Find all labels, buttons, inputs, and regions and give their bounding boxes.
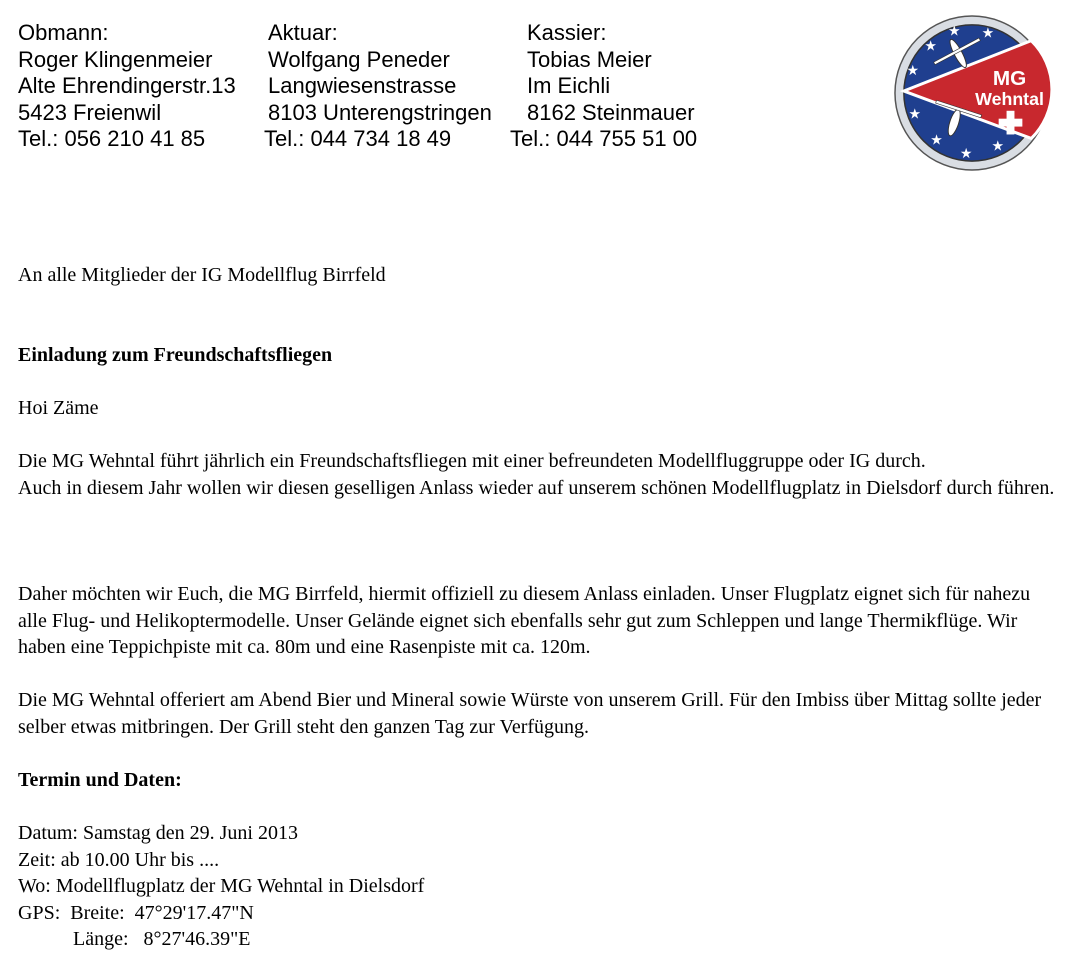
letter-subject: [18, 342, 1058, 369]
obmann-city: 5423 Freienwil: [18, 99, 162, 125]
aktuar-name: Wolfgang Peneder: [268, 46, 450, 72]
section-title: [18, 767, 1058, 794]
event-location: Wo: Modellflugplatz der MG Wehntal in Dielsdorf: [18, 875, 425, 897]
kassier-contact: [510, 20, 698, 153]
star-icon: ★: [948, 23, 961, 39]
paragraph-1-line-1: Die MG Wehntal führt jährlich ein Freundschaftsfliegen mit einer befreundeten Modellfluggruppe oder IG durch.: [18, 450, 926, 472]
obmann-title: Obmann:: [18, 20, 109, 45]
mg-wehntal-logo: [893, 14, 1051, 172]
event-time: Zeit: ab 10.00 Uhr bis ....: [18, 848, 220, 871]
star-icon: ★: [991, 138, 1004, 154]
logo-text-wehntal: Wehntal: [975, 88, 1044, 109]
obmann-street: Alte Ehrendingerstr.13: [18, 73, 236, 98]
kassier-name: Tobias Meier: [527, 46, 652, 72]
greeting: Hoi Zäme: [18, 397, 99, 419]
obmann-contact: [18, 20, 236, 153]
recipient-line: An alle Mitglieder der IG Modellflug Birrfeld: [18, 264, 386, 286]
section-title-text: Termin und Daten:: [18, 769, 182, 791]
kassier-city: 8162 Steinmauer: [527, 99, 695, 125]
star-icon: ★: [924, 38, 937, 54]
subject-text: Einladung zum Freundschaftsfliegen: [18, 344, 333, 366]
event-details: [18, 820, 1058, 953]
star-icon: ★: [930, 132, 943, 148]
star-icon: ★: [981, 25, 994, 41]
obmann-name: Roger Klingenmeier: [18, 46, 213, 72]
star-icon: ★: [906, 63, 919, 79]
aktuar-street: Langwiesenstrasse: [268, 73, 457, 98]
kassier-street: Im Eichli: [527, 73, 611, 98]
paragraph-1-line-2: Auch in diesem Jahr wollen wir diesen geselligen Anlass wieder auf unserem schönen Modellflugplatz in Dielsdorf durch führen.: [18, 476, 1055, 499]
star-icon: ★: [908, 106, 921, 122]
kassier-phone: Tel.: 044 755 51 00: [510, 126, 698, 151]
paragraph-1: [18, 448, 1058, 501]
aktuar-title: Aktuar:: [268, 20, 338, 45]
gps-longitude: Länge: 8°27'46.39"E: [18, 928, 251, 950]
event-date: Datum: Samstag den 29. Juni 2013: [18, 822, 298, 844]
kassier-title: Kassier:: [527, 20, 607, 45]
star-icon: ★: [959, 146, 973, 162]
aktuar-phone: Tel.: 044 734 18 49: [264, 126, 452, 151]
gps-latitude: GPS: Breite: 47°29'17.47"N: [18, 901, 254, 924]
paragraph-3: Die MG Wehntal offeriert am Abend Bier und Mineral sowie Würste von unserem Grill. Für den Imbiss über Mittag sollte jeder selber etwas mitbringen. Der Grill steht den ganzen Tag zur Verfügung.: [18, 689, 1042, 738]
obmann-phone: Tel.: 056 210 41 85: [18, 126, 206, 151]
aktuar-contact: [264, 20, 492, 153]
logo-text-mg: MG: [992, 67, 1027, 91]
paragraph-2: Daher möchten wir Euch, die MG Birrfeld, hiermit offiziell zu diesem Anlass einladen. Unser Flugplatz eignet sich für nahezu alle Flug- und Helikoptermodelle. Unser Gelände eignet sich ebenfalls sehr gut zum Schleppen und lange Thermikflüge. Wir haben eine Teppichpiste mit ca. 80m und eine Rasenpiste mit ca. 120m.: [18, 583, 1031, 658]
aktuar-city: 8103 Unterengstringen: [268, 99, 492, 125]
